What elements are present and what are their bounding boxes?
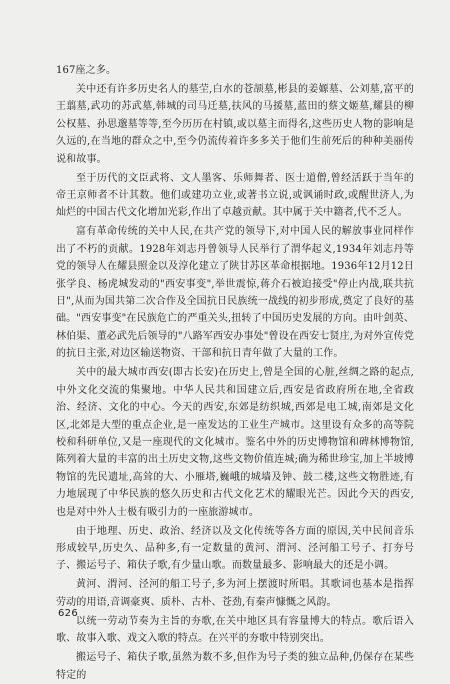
- paragraph-3: 至于历代的文臣武将、文人墨客、乐师舞者、医士道僧,曾经活跃于当年的帝王京师者不计其数。他们或建功立业,或著书立说,或讽诵时政,或醒世济人,为灿烂的中国古代文化增加光彩,作出了卓越贡献。其中属于关中籍者,代不乏人。: [56, 172, 414, 219]
- paragraph-8: 以统一劳动节奏为主旨的夯歌,在关中地区具有容量博大的特点。歌后语入歌、故事入歌、戏文入歌的特点。在兴平的夯歌中特别突出。: [56, 615, 414, 645]
- paragraph-9: 搬运号子、箱伕子歌,虽然为数不多,但作为号子类的独立品种,仍保存在某些特定的: [56, 652, 414, 681]
- paragraph-6: 由于地理、历史、政治、经济以及文化传统等各方面的原因,关中民间音乐形成较早,历史久、品种多,有一定数量的黄河、渭河、泾河船工号子、打夯号子、搬运号子、箱伕子歌,有少量山歌。而数量最多、影响最大的还是小调。: [56, 525, 414, 572]
- body-text: [56, 62, 414, 684]
- paragraph-4: 富有革命传统的关中人民,在共产党的领导下,对中国人民的解放事业同样作出了不朽的贡献。1928年刘志丹曾领导人民举行了渭华起义,1934年刘志丹等党的领导人在耀县照金以及淳化建立了陕甘苏区革命根据地。1936年12月12日张学良、杨虎城发动的"西安事变",举世震惊,蒋介石被迫接受"停止内战,联共抗日",从而为国共第二次合作及全国抗日民族统一战线的初步形成,奠定了良好的基础。"西安事变"在民族危亡的严重关头,扭转了中国历史发展的方向。由叶剑英、林伯渠、董必武先后领导的"八路军西安办事处"曾设在西安七贤庄,为对外宣传党的抗日主张,对边区输送物资、干部和抗日青年做了大量的工作。: [56, 226, 414, 360]
- paragraph-1: 167座之多。: [56, 65, 117, 76]
- paragraph-5: 关中的最大城市西安(即古长安)在历史上,曾是全国的心脏,丝绸之路的起点,中外文化交流的集聚地。中华人民共和国建立后,西安是省政府所在地,全省政治、经济、文化的中心。今天的西安,东郊是纺织城,西郊是电工城,南郊是文化区,北郊是大型的重点企业,是一座发达的工业生产城市。这里设有众多的高等院校和科研单位,又是一座现代的文化城市。鉴名中外的历史博物馆和碑林博物馆,陈列着大量的丰富的出土历史文物,这些文物价值连城;确为稀世珍宝,加上半坡博物馆的先民遗址,高耸的大、小雁塔,巍峨的城墙及钟、鼓二楼,这些文物胜迹,有力地展现了中华民族的悠久历史和古代文化艺术的耀眼光芒。因此今天的西安,也是对中外人士极有吸引力的一座旅游城市。: [56, 367, 414, 518]
- paragraph-7: 黄河、渭河、泾河的船工号子,多为河上摆渡时所唱。其歌词也基本是指挥劳动的用语,音调豪爽、质朴、古朴、苍劲,有秦声慷慨之风韵。: [56, 579, 414, 608]
- page-number: 626: [58, 608, 78, 619]
- paragraph-2: 关中还有许多历史名人的墓茔,白水的苍颉墓,彬县的姜嫄墓、公刘墓,富平的王翦墓,武功的苏武墓,韩城的司马迁墓,扶风的马援墓,蓝田的蔡文姬墓,耀县的柳公权墓、孙思邈墓等等,至今历历在村镇,或以墓主而得名,这些历史人物的影响是久远的,在当地的群众之中,至今仍流传着许多多关于他们生前死后的种种美丽传说和故事。: [56, 84, 414, 165]
